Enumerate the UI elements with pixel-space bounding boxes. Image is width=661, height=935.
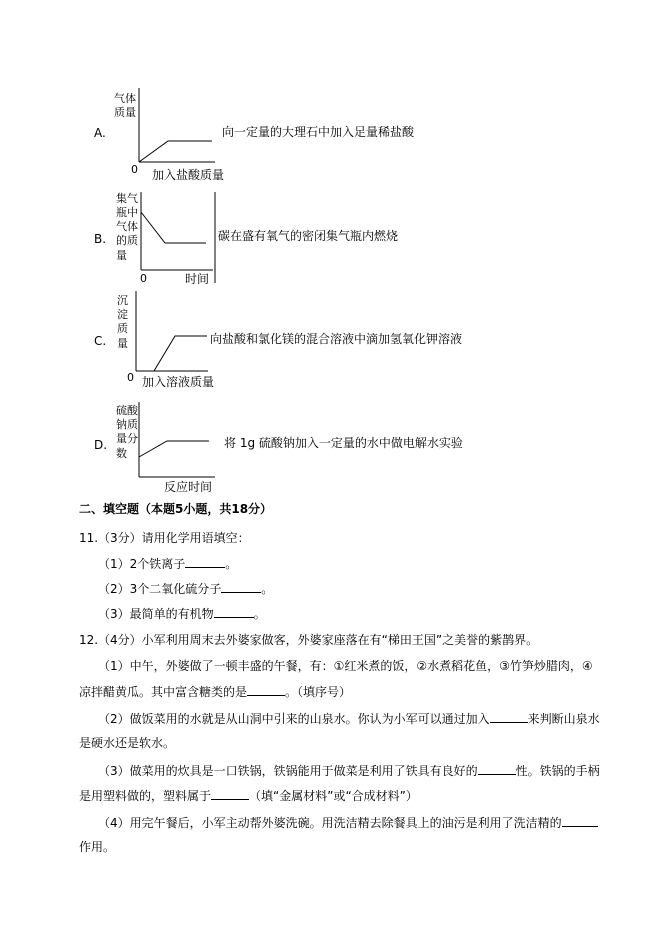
y-axis-label: 数 (116, 447, 127, 460)
answer-blank[interactable] (478, 762, 516, 775)
option-letter: B. (94, 232, 107, 246)
part-3-line-2: 是用塑料做的，塑料属于 （填“金属材料”或“合成材料”） (79, 789, 418, 803)
item-text: （3）最简单的有机物 (98, 607, 214, 621)
y-axis-label: 质量 (114, 106, 136, 119)
part-4-line-1: （4）用完午餐后，小军主动帮外婆洗碗。用洗洁精去除餐具上的油污是利用了洗洁精的 (98, 814, 598, 831)
answer-blank[interactable] (214, 605, 254, 618)
part-1-line-2: 凉拌醋黄瓜。其中富含糖类的是 。（填序号） (79, 685, 352, 699)
y-axis-label: 量 (116, 249, 127, 262)
x-axis-label: 加入溶液质量 (142, 375, 215, 389)
y-axis-label: 气体 (116, 220, 138, 233)
item-text: （1）2个铁离子 (98, 557, 186, 571)
x-axis-label: 反应时间 (164, 480, 213, 494)
section-title: 二、填空题（本题5小题，共18分） (79, 502, 273, 516)
item-end: 。 (261, 582, 274, 596)
x-axis-label: 时间 (185, 272, 210, 286)
option-description: 将 1g 硫酸钠加入一定量的水中做电解水实验 (224, 436, 463, 450)
question-stem: （3分）请用化学用语填空： (98, 531, 250, 545)
answer-blank[interactable] (221, 580, 261, 593)
option-letter: C. (94, 334, 107, 348)
answer-item (98, 555, 237, 572)
answer-item (98, 605, 266, 622)
part-1-line-1: （1）中午，外婆做了一顿丰盛的午餐，有：①红米煮的饭，②水煮稻花鱼，③竹笋炒腊肉，④ (98, 659, 593, 673)
curve (139, 441, 209, 457)
answer-blank[interactable] (185, 555, 225, 568)
y-axis-label: 的质 (116, 234, 138, 247)
y-axis-label: 沉 (117, 294, 128, 307)
option-description: 向盐酸和氯化镁的混合溶液中滴加氢氧化钾溶液 (210, 332, 463, 346)
answer-blank[interactable] (562, 814, 598, 827)
answer-item (98, 580, 273, 597)
y-axis-label: 淀 (117, 308, 128, 321)
y-axis-label: 硫酸 (116, 404, 138, 417)
origin-label: 0 (127, 371, 134, 384)
part-3-line-1: （3）做菜用的炊具是一口铁锅，铁锅能用于做菜是利用了铁具有良好的 性。铁锅的手柄 (98, 764, 600, 778)
y-axis-label: 质 (117, 322, 128, 335)
part-2-line-1: （2）做饭菜用的水就是从山洞中引来的山泉水。你认为小军可以通过加入 来判断山泉水 (98, 712, 600, 726)
y-axis-label: 瓶中 (116, 206, 138, 219)
question-number: 11. (79, 531, 99, 545)
answer-blank[interactable] (490, 710, 528, 723)
x-axis-label: 加入盐酸质量 (152, 168, 225, 182)
y-axis-label: 量 (117, 337, 128, 350)
answer-blank[interactable] (247, 683, 285, 696)
item-end: 。 (253, 607, 266, 621)
y-axis-label: 集气 (116, 192, 138, 205)
question-number: 12. (79, 633, 99, 647)
y-axis-label: 量分 (116, 432, 138, 445)
origin-label: 0 (140, 272, 147, 285)
option-letter: A. (94, 126, 106, 140)
y-axis-label: 气体 (114, 92, 136, 105)
part-4-line-2: 作用。 (79, 840, 116, 854)
origin-label: 0 (131, 163, 138, 176)
part-2-line-2: 是硬水还是软水。 (79, 736, 176, 750)
option-description: 碳在盛有氧气的密闭集气瓶内燃烧 (218, 229, 399, 243)
item-end: 。 (225, 557, 238, 571)
y-axis-label: 钠质 (116, 418, 138, 431)
option-description: 向一定量的大理石中加入足量稀盐酸 (222, 125, 415, 139)
question-stem: （4分）小军利用周末去外婆家做客，外婆家座落在有“梯田王国”之美誉的紫鹊界。 (98, 633, 539, 647)
answer-blank[interactable] (211, 787, 249, 800)
option-letter: D. (94, 438, 108, 452)
item-text: （2）3个二氧化硫分子 (98, 582, 222, 596)
